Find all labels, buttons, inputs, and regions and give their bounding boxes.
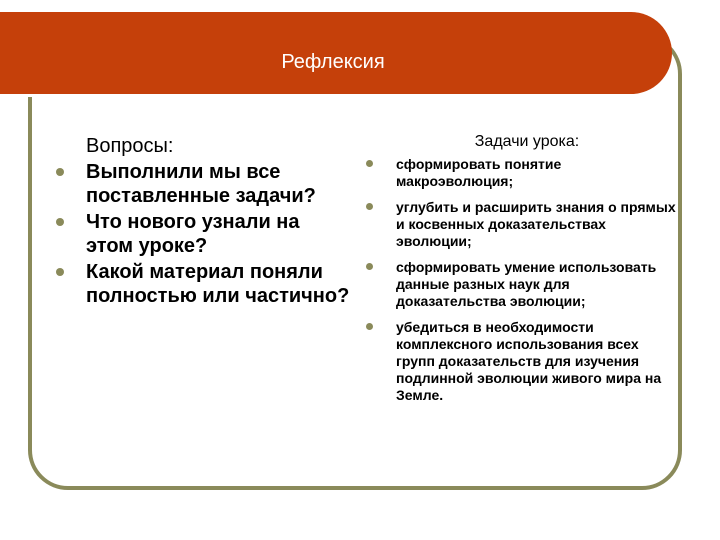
questions-heading: Вопросы: [86,135,174,157]
task-text: углубить и расширить знания о прямых и косвенных доказательствах эволюции; [396,199,676,249]
questions-column [52,134,352,310]
bullet-icon [366,203,373,210]
list-item [52,160,352,208]
slide-title: Рефлексия [281,51,385,73]
questions-list [52,160,352,308]
list-item [366,156,676,190]
bullet-icon [56,268,64,276]
title-underline [0,94,640,97]
list-item [52,210,352,258]
tasks-heading: Задачи урока: [474,133,580,150]
bullet-icon [366,323,373,330]
bullet-icon [56,218,64,226]
tasks-list [366,156,676,404]
bullet-icon [366,263,373,270]
bullet-icon [56,168,64,176]
list-item [366,319,676,404]
task-text: сформировать умение использовать данные разных наук для доказательства эволюции; [396,259,657,309]
title-bar [0,12,672,94]
list-item [366,259,676,310]
bullet-icon [366,160,373,167]
task-text: убедиться в необходимости комплексного использования всех групп доказательств для изучения подлинной эволюции живого мира на Земле. [396,319,662,403]
question-text: Что нового узнали на этом уроке? [86,211,300,257]
list-item [366,199,676,250]
list-item [52,260,352,308]
task-text: сформировать понятие макроэволюция; [396,156,562,189]
question-text: Какой материал поняли полностью или частично? [86,261,350,307]
question-text: Выполнили мы все поставленные задачи? [86,161,316,207]
tasks-column [366,132,676,413]
